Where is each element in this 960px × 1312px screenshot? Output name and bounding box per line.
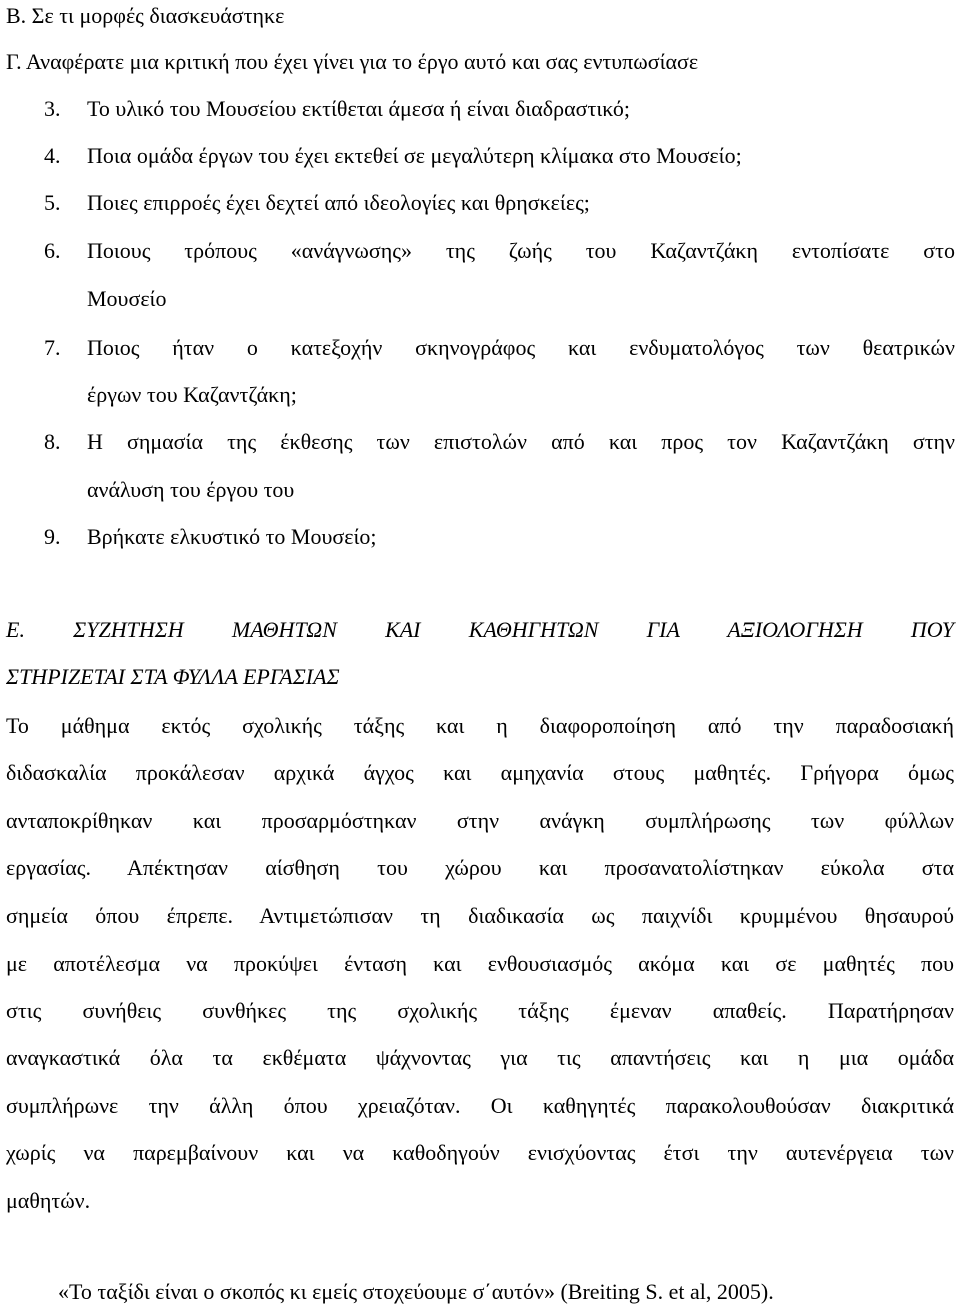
item-g: Γ. Αναφέρατε μια κριτική που έχει γίνει για το έργο αυτό και σας εντυπωσίασε — [6, 49, 699, 74]
question-number: 6. — [44, 238, 61, 263]
question-number: 3. — [44, 96, 61, 121]
paragraph-line: ανταποκρίθηκαν και προσαρμόστηκαν στην ανάγκη συμπλήρωσης των φύλλων — [6, 808, 954, 833]
question-text: Η σημασία της έκθεσης των επιστολών από και προς τον Καζαντζάκη στην — [87, 429, 955, 454]
question-text: Ποια ομάδα έργων του έχει εκτεθεί σε μεγαλύτερη κλίμακα στο Μουσείο; — [87, 143, 742, 168]
paragraph-line: συμπλήρωνε την άλλη όπου χρειαζόταν. Οι καθηγητές παρακολουθούσαν διακριτικά — [6, 1093, 954, 1118]
question-number: 8. — [44, 429, 61, 454]
question-text-continued: Μουσείο — [87, 286, 167, 311]
question-text-continued: ανάλυση του έργου του — [87, 477, 295, 502]
question-text-continued: έργων του Καζαντζάκη; — [87, 382, 297, 407]
section-e-heading-continued: ΣΤΗΡΙΖΕΤΑΙ ΣΤΑ ΦΥΛΛΑ ΕΡΓΑΣΙΑΣ — [6, 664, 340, 689]
paragraph-line: στις συνήθεις συνθήκες της σχολικής τάξης έμεναν απαθείς. Παρατήρησαν — [6, 998, 954, 1023]
section-e-heading: Ε. ΣΥΖΗΤΗΣΗ ΜΑΘΗΤΩΝ ΚΑΙ ΚΑΘΗΓΗΤΩΝ ΓΙΑ ΑΞΙΟΛΟΓΗΣΗ ΠΟΥ — [6, 617, 954, 642]
paragraph-line-last: μαθητών. — [6, 1188, 91, 1213]
question-number: 9. — [44, 524, 61, 549]
paragraph-line: Το μάθημα εκτός σχολικής τάξης και η διαφοροποίηση από την παραδοσιακή — [6, 713, 954, 738]
item-b: Β. Σε τι μορφές διασκευάστηκε — [6, 3, 285, 28]
closing-quote: «Το ταξίδι είναι ο σκοπός κι εμείς στοχεύουμε σ΄αυτόν» (Breiting S. et al, 2005). — [58, 1279, 774, 1304]
question-number: 4. — [44, 143, 61, 168]
question-text: Ποιους τρόπους «ανάγνωσης» της ζωής του Καζαντζάκη εντοπίσατε στο — [87, 238, 955, 263]
question-text: Ποιος ήταν ο κατεξοχήν σκηνογράφος και ενδυματολόγος των θεατρικών — [87, 335, 955, 360]
question-text: Ποιες επιρροές έχει δεχτεί από ιδεολογίες και θρησκείες; — [87, 190, 590, 215]
paragraph-line: αναγκαστικά όλα τα εκθέματα ψάχνοντας για τις απαντήσεις και η μια ομάδα — [6, 1045, 954, 1070]
paragraph-line: εργασίας. Απέκτησαν αίσθηση του χώρου και προσανατολίστηκαν εύκολα στα — [6, 855, 954, 880]
paragraph-line: διδασκαλία προκάλεσαν αρχικά άγχος και αμηχανία στους μαθητές. Γρήγορα όμως — [6, 760, 954, 785]
paragraph-line: σημεία όπου έπρεπε. Αντιμετώπισαν τη διαδικασία ως παιχνίδι κρυμμένου θησαυρού — [6, 903, 954, 928]
paragraph-line: χωρίς να παρεμβαίνουν και να καθοδηγούν ενισχύοντας έτσι την αυτενέργεια των — [6, 1140, 954, 1165]
question-number: 7. — [44, 335, 61, 360]
question-number: 5. — [44, 190, 61, 215]
question-text: Το υλικό του Μουσείου εκτίθεται άμεσα ή είναι διαδραστικό; — [87, 96, 630, 121]
question-text: Βρήκατε ελκυστικό το Μουσείο; — [87, 524, 377, 549]
paragraph-line: με αποτέλεσμα να προκύψει ένταση και ενθουσιασμός ακόμα και σε μαθητές που — [6, 951, 954, 976]
